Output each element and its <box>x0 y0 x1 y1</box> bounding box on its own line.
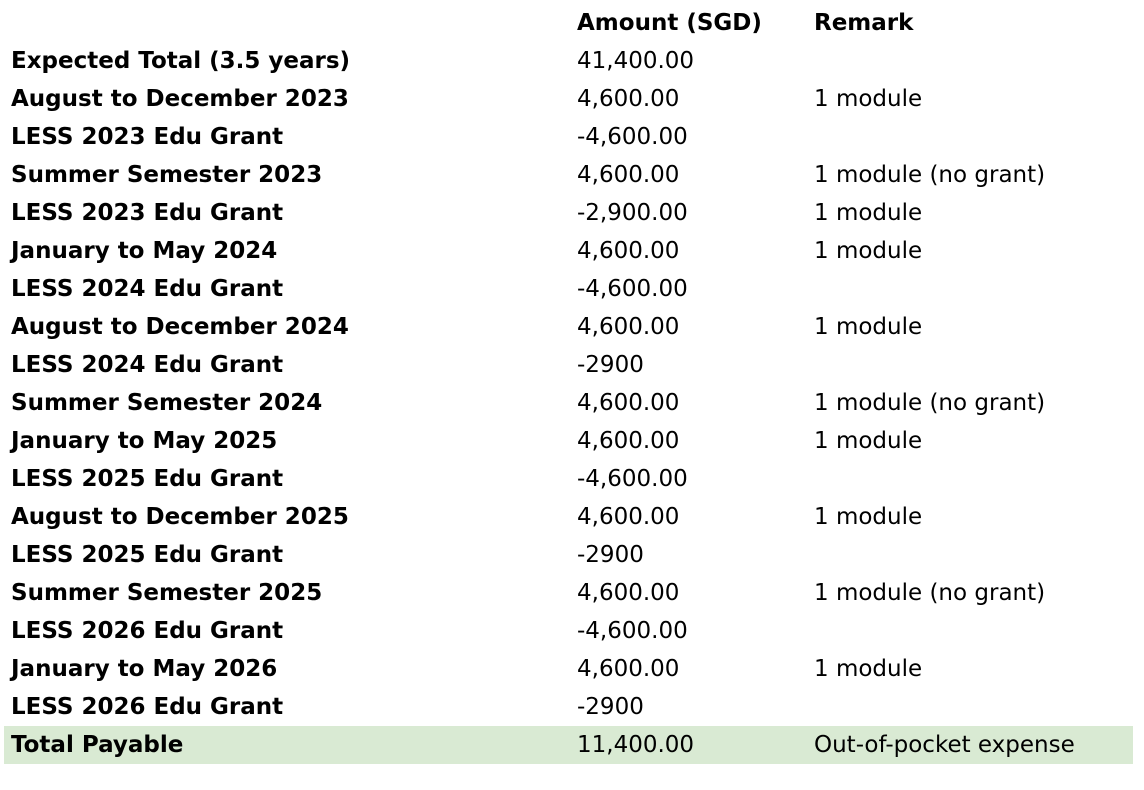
row-amount: 4,600.00 <box>577 314 680 340</box>
row-amount: 41,400.00 <box>577 48 695 74</box>
row-label: LESS 2023 Edu Grant <box>11 200 284 226</box>
row-remark: 1 module <box>814 86 923 112</box>
row-amount: 4,600.00 <box>577 656 680 682</box>
table-row <box>4 194 1133 232</box>
row-label: LESS 2024 Edu Grant <box>11 276 284 302</box>
row-amount: -4,600.00 <box>577 618 688 644</box>
row-label: LESS 2023 Edu Grant <box>11 124 284 150</box>
table-row <box>4 346 1133 384</box>
table-row <box>4 270 1133 308</box>
row-amount: -4,600.00 <box>577 276 688 302</box>
row-label: Expected Total (3.5 years) <box>11 48 351 74</box>
total-amount: 11,400.00 <box>577 732 695 758</box>
row-label: January to May 2026 <box>11 656 278 682</box>
row-label: January to May 2025 <box>11 428 278 454</box>
table-header-row <box>4 4 1133 42</box>
row-amount: 4,600.00 <box>577 390 680 416</box>
row-amount: 4,600.00 <box>577 504 680 530</box>
row-label: LESS 2025 Edu Grant <box>11 466 284 492</box>
row-remark: 1 module (no grant) <box>814 390 1046 416</box>
row-remark: 1 module <box>814 314 923 340</box>
table-row <box>4 232 1133 270</box>
row-label: Summer Semester 2024 <box>11 390 323 416</box>
row-remark: 1 module <box>814 656 923 682</box>
total-remark: Out-of-pocket expense <box>814 732 1075 758</box>
table-row <box>4 498 1133 536</box>
row-remark: 1 module <box>814 504 923 530</box>
row-amount: -2,900.00 <box>577 200 688 226</box>
cost-table <box>4 4 1133 764</box>
row-label: Summer Semester 2023 <box>11 162 323 188</box>
total-payable-row <box>4 726 1133 764</box>
row-amount: -4,600.00 <box>577 466 688 492</box>
table-row <box>4 536 1133 574</box>
row-amount: -2900 <box>577 694 644 720</box>
row-amount: -2900 <box>577 352 644 378</box>
row-amount: 4,600.00 <box>577 428 680 454</box>
row-remark: 1 module <box>814 200 923 226</box>
row-label: August to December 2025 <box>11 504 349 530</box>
row-label: LESS 2024 Edu Grant <box>11 352 284 378</box>
table-row <box>4 308 1133 346</box>
row-amount: -2900 <box>577 542 644 568</box>
table-row <box>4 80 1133 118</box>
table-row <box>4 574 1133 612</box>
row-remark: 1 module (no grant) <box>814 162 1046 188</box>
table-row <box>4 650 1133 688</box>
row-remark: 1 module (no grant) <box>814 580 1046 606</box>
row-remark: 1 module <box>814 238 923 264</box>
row-amount: 4,600.00 <box>577 162 680 188</box>
table-row <box>4 422 1133 460</box>
table-row <box>4 118 1133 156</box>
total-label: Total Payable <box>11 732 184 758</box>
table-row <box>4 156 1133 194</box>
row-amount: 4,600.00 <box>577 86 680 112</box>
header-remark-cell: Remark <box>814 10 914 36</box>
row-amount: 4,600.00 <box>577 238 680 264</box>
row-amount: -4,600.00 <box>577 124 688 150</box>
header-amount-cell: Amount (SGD) <box>577 10 762 36</box>
row-label: January to May 2024 <box>11 238 278 264</box>
row-amount: 4,600.00 <box>577 580 680 606</box>
table-row <box>4 688 1133 726</box>
row-remark: 1 module <box>814 428 923 454</box>
table-row <box>4 460 1133 498</box>
table-row <box>4 612 1133 650</box>
table-row <box>4 42 1133 80</box>
row-label: August to December 2024 <box>11 314 349 340</box>
row-label: LESS 2025 Edu Grant <box>11 542 284 568</box>
row-label: August to December 2023 <box>11 86 349 112</box>
row-label: LESS 2026 Edu Grant <box>11 694 284 720</box>
table-row <box>4 384 1133 422</box>
row-label: LESS 2026 Edu Grant <box>11 618 284 644</box>
row-label: Summer Semester 2025 <box>11 580 323 606</box>
